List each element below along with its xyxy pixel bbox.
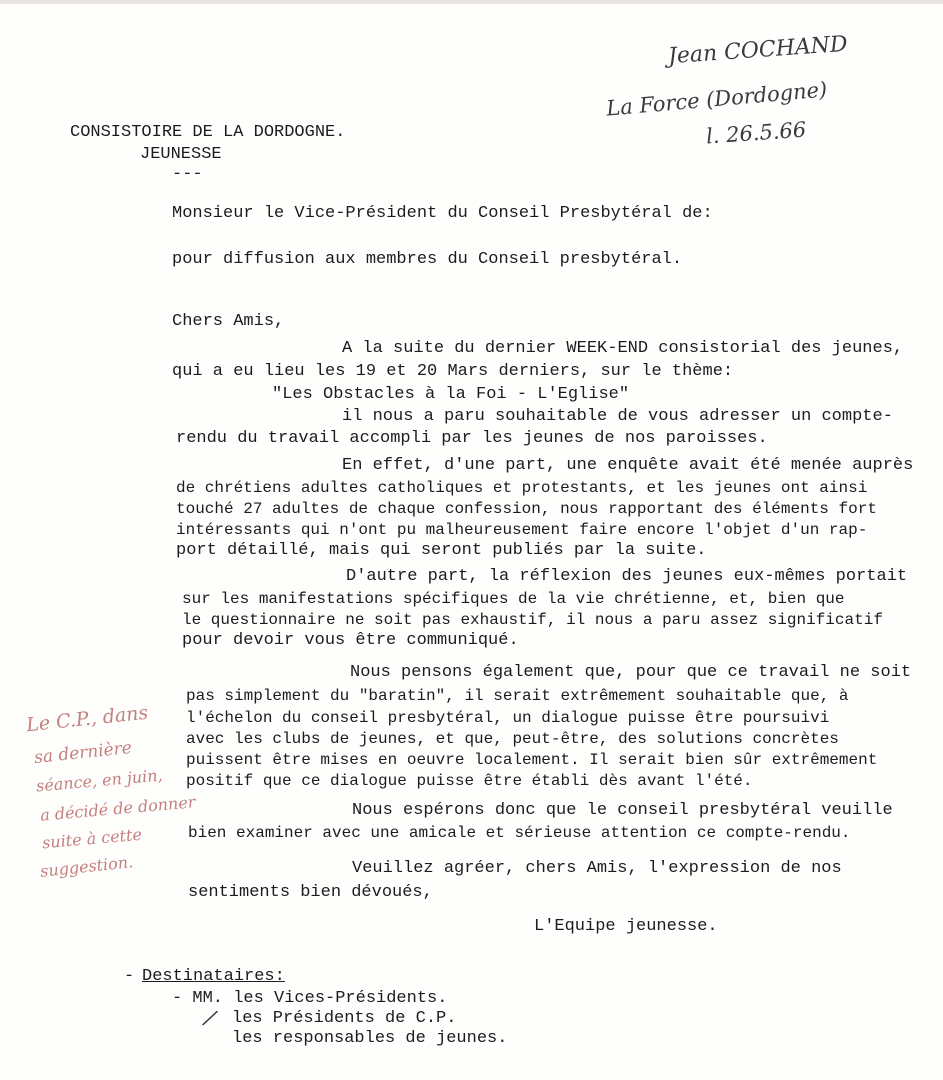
annotation-date: l. 26.5.66	[705, 117, 807, 149]
body-line: avec les clubs de jeunes, et que, peut-être, des solutions concrètes	[186, 730, 839, 748]
body-theme: "Les Obstacles à la Foi - L'Eglise"	[272, 385, 630, 404]
body-line: l'échelon du conseil presbytéral, un dialogue puisse être poursuivi	[186, 709, 830, 727]
distribution-item: les responsables de jeunes.	[232, 1029, 508, 1048]
tick-mark: /	[202, 1005, 218, 1032]
body-line: il nous a paru souhaitable de vous adresser un compte-	[342, 407, 893, 426]
body-line: touché 27 adultes de chaque confession, nous rapportant des éléments fort	[176, 500, 877, 518]
distribution-title: Destinataires:	[142, 967, 285, 986]
body-line: A la suite du dernier WEEK-END consistorial des jeunes,	[342, 339, 904, 358]
recipient-line: Monsieur le Vice-Président du Conseil Presbytéral de:	[172, 204, 713, 223]
body-line: Nous espérons donc que le conseil presbytéral veuille	[352, 801, 893, 820]
recipient-purpose: pour diffusion aux membres du Conseil presbytéral.	[172, 250, 683, 269]
dept-heading: JEUNESSE	[140, 145, 222, 164]
header-rule: ---	[172, 165, 203, 184]
closing-line: sentiments bien dévoués,	[188, 883, 433, 902]
margin-note-line: suggestion.	[39, 852, 134, 881]
page-top-edge	[0, 0, 943, 4]
body-line: puissent être mises en oeuvre localement. Il serait bien sûr extrêmement	[186, 751, 878, 769]
body-line: Nous pensons également que, pour que ce travail ne soit	[350, 663, 912, 682]
body-line: le questionnaire ne soit pas exhaustif, il nous a paru assez significatif	[182, 611, 883, 629]
margin-note-line: sa dernière	[33, 737, 133, 769]
signature: L'Equipe jeunesse.	[534, 917, 718, 936]
body-line: rendu du travail accompli par les jeunes de nos paroisses.	[176, 429, 768, 448]
margin-note-line: Le C.P., dans	[25, 701, 150, 737]
distribution-item: les Présidents de C.P.	[232, 1009, 457, 1028]
body-line: qui a eu lieu les 19 et 20 Mars derniers, sur le thème:	[172, 362, 734, 381]
salutation: Chers Amis,	[172, 312, 285, 331]
body-line: de chrétiens adultes catholiques et protestants, et les jeunes ont ainsi	[176, 479, 868, 497]
body-line: sur les manifestations spécifiques de la vie chrétienne, et, bien que	[182, 590, 845, 608]
body-line: pour devoir vous être communiqué.	[182, 631, 519, 650]
distribution-dash: -	[124, 967, 135, 986]
org-heading: CONSISTOIRE DE LA DORDOGNE.	[70, 123, 346, 142]
margin-note-line: a décidé de donner	[39, 792, 197, 825]
distribution-item: - MM. les Vices-Présidents.	[172, 989, 448, 1008]
annotation-place: La Force (Dordogne)	[605, 77, 829, 121]
body-line: pas simplement du "baratin", il serait extrêmement souhaitable que, à	[186, 687, 849, 705]
body-line: port détaillé, mais qui seront publiés par la suite.	[176, 541, 707, 560]
body-line: positif que ce dialogue puisse être établi dès avant l'été.	[186, 772, 753, 790]
margin-note-line: suite à cette	[41, 824, 143, 853]
closing-line: Veuillez agréer, chers Amis, l'expression de nos	[352, 859, 842, 878]
body-line: bien examiner avec une amicale et sérieuse attention ce compte-rendu.	[188, 824, 851, 842]
margin-note-line: séance, en juin,	[35, 765, 164, 796]
body-line: D'autre part, la réflexion des jeunes eux-mêmes portait	[346, 567, 908, 586]
body-line: En effet, d'une part, une enquête avait été menée auprès	[342, 456, 914, 475]
body-line: intéressants qui n'ont pu malheureusement faire encore l'objet d'un rap-	[176, 521, 868, 539]
annotation-name: Jean COCHAND	[667, 31, 849, 70]
